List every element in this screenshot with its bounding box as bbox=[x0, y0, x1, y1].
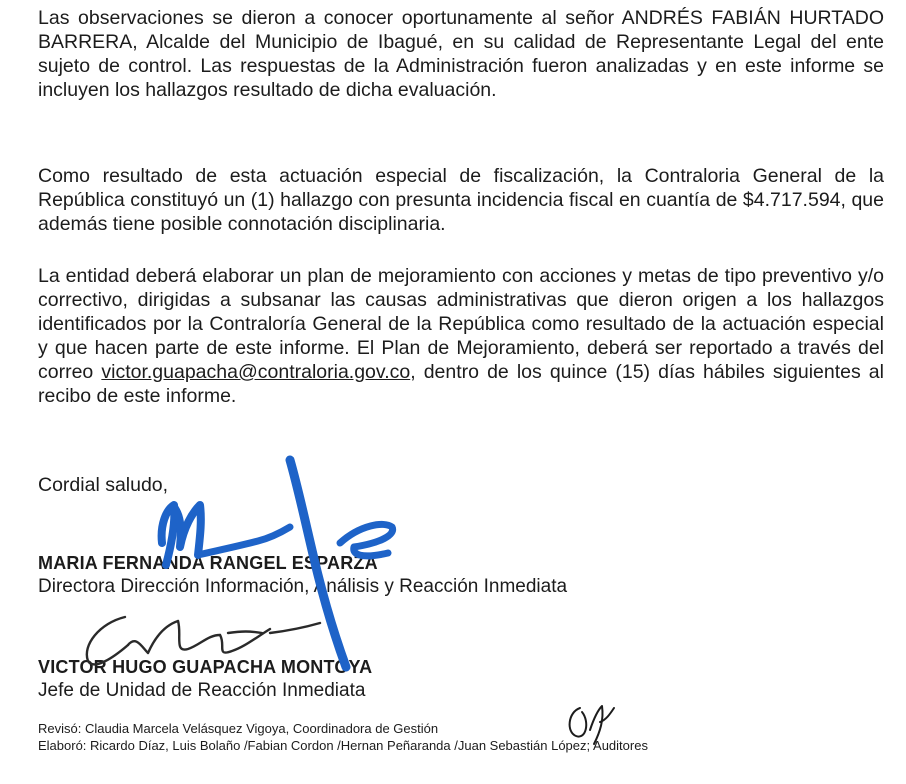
signatory-1-name: MARIA FERNANDA RANGEL ESPARZA bbox=[38, 553, 378, 573]
improvement-plan-text: La entidad deberá elaborar un plan de mejoramiento con acciones y metas de tipo preventivo y/o correctivo, dirigidas a subsanar las causas administrativas que dieron origen a los hallazgos identificados por la Contraloría General de la República como resultado de la actuación especial y que hacen parte de este informe. El Plan de Mejoramiento, deberá ser reportado a través del correo bbox=[38, 265, 884, 383]
paragraph-improvement-plan bbox=[38, 264, 884, 408]
signatory-2-role: Jefe de Unidad de Reacción Inmediata bbox=[38, 680, 366, 701]
document-page bbox=[38, 0, 884, 784]
footer-reviewed-by: Revisó: Claudia Marcela Velásquez Vigoya, Coordinadora de Gestión bbox=[38, 721, 439, 736]
signatory-2-name: VICTOR HUGO GUAPACHA MONTOYA bbox=[38, 657, 373, 677]
paragraph-observations: Las observaciones se dieron a conocer oportunamente al señor ANDRÉS FABIÁN HURTADO BARRERA, Alcalde del Municipio de Ibagué, en su calidad de Representante Legal del ente sujeto de control. Las respuestas de la Administración fueron analizadas y en este informe se incluyen los hallazgos resultado de dicha evaluación. bbox=[38, 7, 884, 101]
email-link[interactable]: victor.guapacha@contraloria.gov.co bbox=[101, 361, 411, 383]
signatory-1-role: Directora Dirección Información, Análisis y Reacción Inmediata bbox=[38, 576, 568, 597]
closing-salutation: Cordial saludo, bbox=[38, 474, 169, 496]
improvement-plan-text-end: , dentro de los quince (15) días hábiles siguientes al recibo de este informe. bbox=[38, 361, 884, 407]
footer-prepared-by: Elaboró: Ricardo Díaz, Luis Bolaño /Fabian Cordon /Hernan Peñaranda /Juan Sebastián López; Auditores bbox=[38, 738, 648, 753]
paragraph-findings: Como resultado de esta actuación especial de fiscalización, la Contraloria General de la República constituyó un (1) hallazgo con presunta incidencia fiscal en cuantía de $4.717.594, que además tiene posible connotación disciplinaria. bbox=[38, 165, 884, 235]
